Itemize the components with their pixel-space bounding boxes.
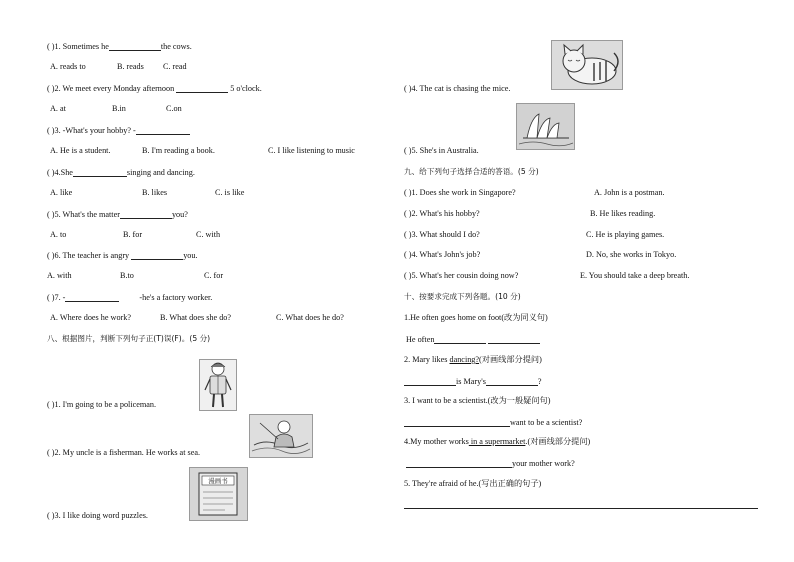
q10-3-prompt: 3. I want to be a scientist.(改为一般疑问句) (404, 396, 551, 405)
q7-3-option-a: A. He is a student. (50, 146, 111, 155)
q7-1-stem: ( )1. Sometimes he the cows. (47, 41, 192, 51)
q7-1-option-c: C. read (163, 62, 187, 71)
section-9-heading: 九、给下列句子选择合适的答语。(5 分) (404, 167, 539, 176)
q9-answer-b: B. He likes reading. (590, 209, 656, 218)
policeman-image (199, 359, 237, 411)
q8-4-item: ( )4. The cat is chasing the mice. (404, 84, 511, 93)
q7-6-stem: ( )6. The teacher is angry you. (47, 250, 198, 260)
q7-3-stem: ( )3. -What's your hobby? - (47, 126, 190, 135)
answer-blank[interactable] (406, 459, 512, 468)
q7-5-option-a: A. to (50, 230, 67, 239)
q7-2-option-a: A. at (50, 104, 66, 113)
q7-4-option-a: A. like (50, 188, 73, 197)
section-10-heading: 十、按要求完成下列各题。(10 分) (404, 292, 521, 301)
answer-blank[interactable] (488, 335, 540, 344)
q7-1-option-a: A. reads to (50, 62, 86, 71)
q7-6-option-b: B.to (120, 271, 134, 280)
answer-blank[interactable] (176, 84, 228, 93)
q10-4-prompt: 4.My mother works in a supermarket.(对画线部分提问) (404, 437, 591, 446)
q7-5-option-c: C. with (196, 230, 221, 239)
q10-4-answer-line: your mother work? (406, 459, 575, 468)
q7-5-option-b: B. for (123, 230, 143, 239)
answer-blank[interactable] (109, 42, 161, 51)
q7-3-option-b: B. I'm reading a book. (142, 146, 215, 155)
q9-answer-e: E. You should take a deep breath. (580, 271, 690, 280)
q9-1-question: ( )1. Does she work in Singapore? (404, 188, 516, 197)
answer-blank[interactable] (404, 377, 456, 386)
q7-5-stem: ( )5. What's the matter you? (47, 209, 188, 219)
q8-3-item: ( )3. I like doing word puzzles. (47, 511, 148, 520)
q7-7-option-c: C. What does he do? (276, 313, 344, 322)
q10-2-answer-line: is Mary's ? (404, 377, 542, 386)
fisherman-image (249, 414, 313, 458)
q9-4-question: ( )4. What's John's job? (404, 250, 481, 259)
book-cover-title: 漫画书 (208, 477, 228, 485)
answer-blank[interactable] (486, 377, 538, 386)
q10-3-answer-line: want to be a scientist? (404, 418, 582, 427)
q9-answer-c: C. He is playing games. (586, 230, 665, 239)
answer-blank[interactable] (73, 168, 127, 177)
q9-3-question: ( )3. What should I do? (404, 230, 480, 239)
q10-1-prompt: 1.He often goes home on foot(改为同义句) (404, 313, 548, 322)
q10-5-prompt: 5. They're afraid of he.(写出正确的句子) (404, 479, 542, 488)
answer-blank[interactable] (136, 126, 190, 135)
section-8-heading: 八、根据图片，判断下列句子正(T)误(F)。(5 分) (47, 334, 211, 343)
q7-2-stem: ( )2. We meet every Monday afternoon 5 o'clock. (47, 83, 262, 93)
q9-answer-a: A. John is a postman. (594, 188, 665, 197)
answer-blank[interactable] (434, 335, 486, 344)
sydney-opera-house-image (516, 103, 575, 150)
q7-7-stem: ( )7. - -he's a factory worker. (47, 292, 213, 302)
q7-1-option-b: B. reads (117, 62, 144, 71)
answer-blank[interactable] (65, 293, 119, 302)
q10-5-answer-line[interactable] (404, 508, 758, 509)
q9-5-question: ( )5. What's her cousin doing now? (404, 271, 519, 280)
q7-4-option-b: B. likes (142, 188, 168, 197)
answer-blank[interactable] (131, 251, 183, 260)
q7-4-option-c: C. is like (215, 188, 245, 197)
q7-2-option-c: C.on (166, 104, 182, 113)
answer-blank[interactable] (404, 418, 510, 427)
cat-image (551, 40, 623, 90)
q10-1-answer-line: He often (406, 335, 540, 344)
q7-7-option-b: B. What does she do? (160, 313, 232, 322)
q8-1-item: ( )1. I'm going to be a policeman. (47, 400, 157, 409)
q7-3-option-c: C. I like listening to music (268, 146, 355, 155)
comic-book-image (189, 467, 248, 521)
q9-2-question: ( )2. What's his hobby? (404, 209, 480, 218)
answer-blank[interactable] (120, 210, 172, 219)
q10-2-prompt: 2. Mary likes dancing?(对画线部分提问) (404, 355, 542, 364)
q9-answer-d: D. No, she works in Tokyo. (586, 250, 677, 259)
q7-4-stem: ( )4.She singing and dancing. (47, 167, 195, 177)
q7-2-option-b: B.in (112, 104, 126, 113)
q8-5-item: ( )5. She's in Australia. (404, 146, 479, 155)
q8-2-item: ( )2. My uncle is a fisherman. He works at sea. (47, 448, 201, 457)
q7-7-option-a: A. Where does he work? (50, 313, 132, 322)
q7-6-option-c: C. for (204, 271, 224, 280)
q7-6-option-a: A. with (47, 271, 72, 280)
